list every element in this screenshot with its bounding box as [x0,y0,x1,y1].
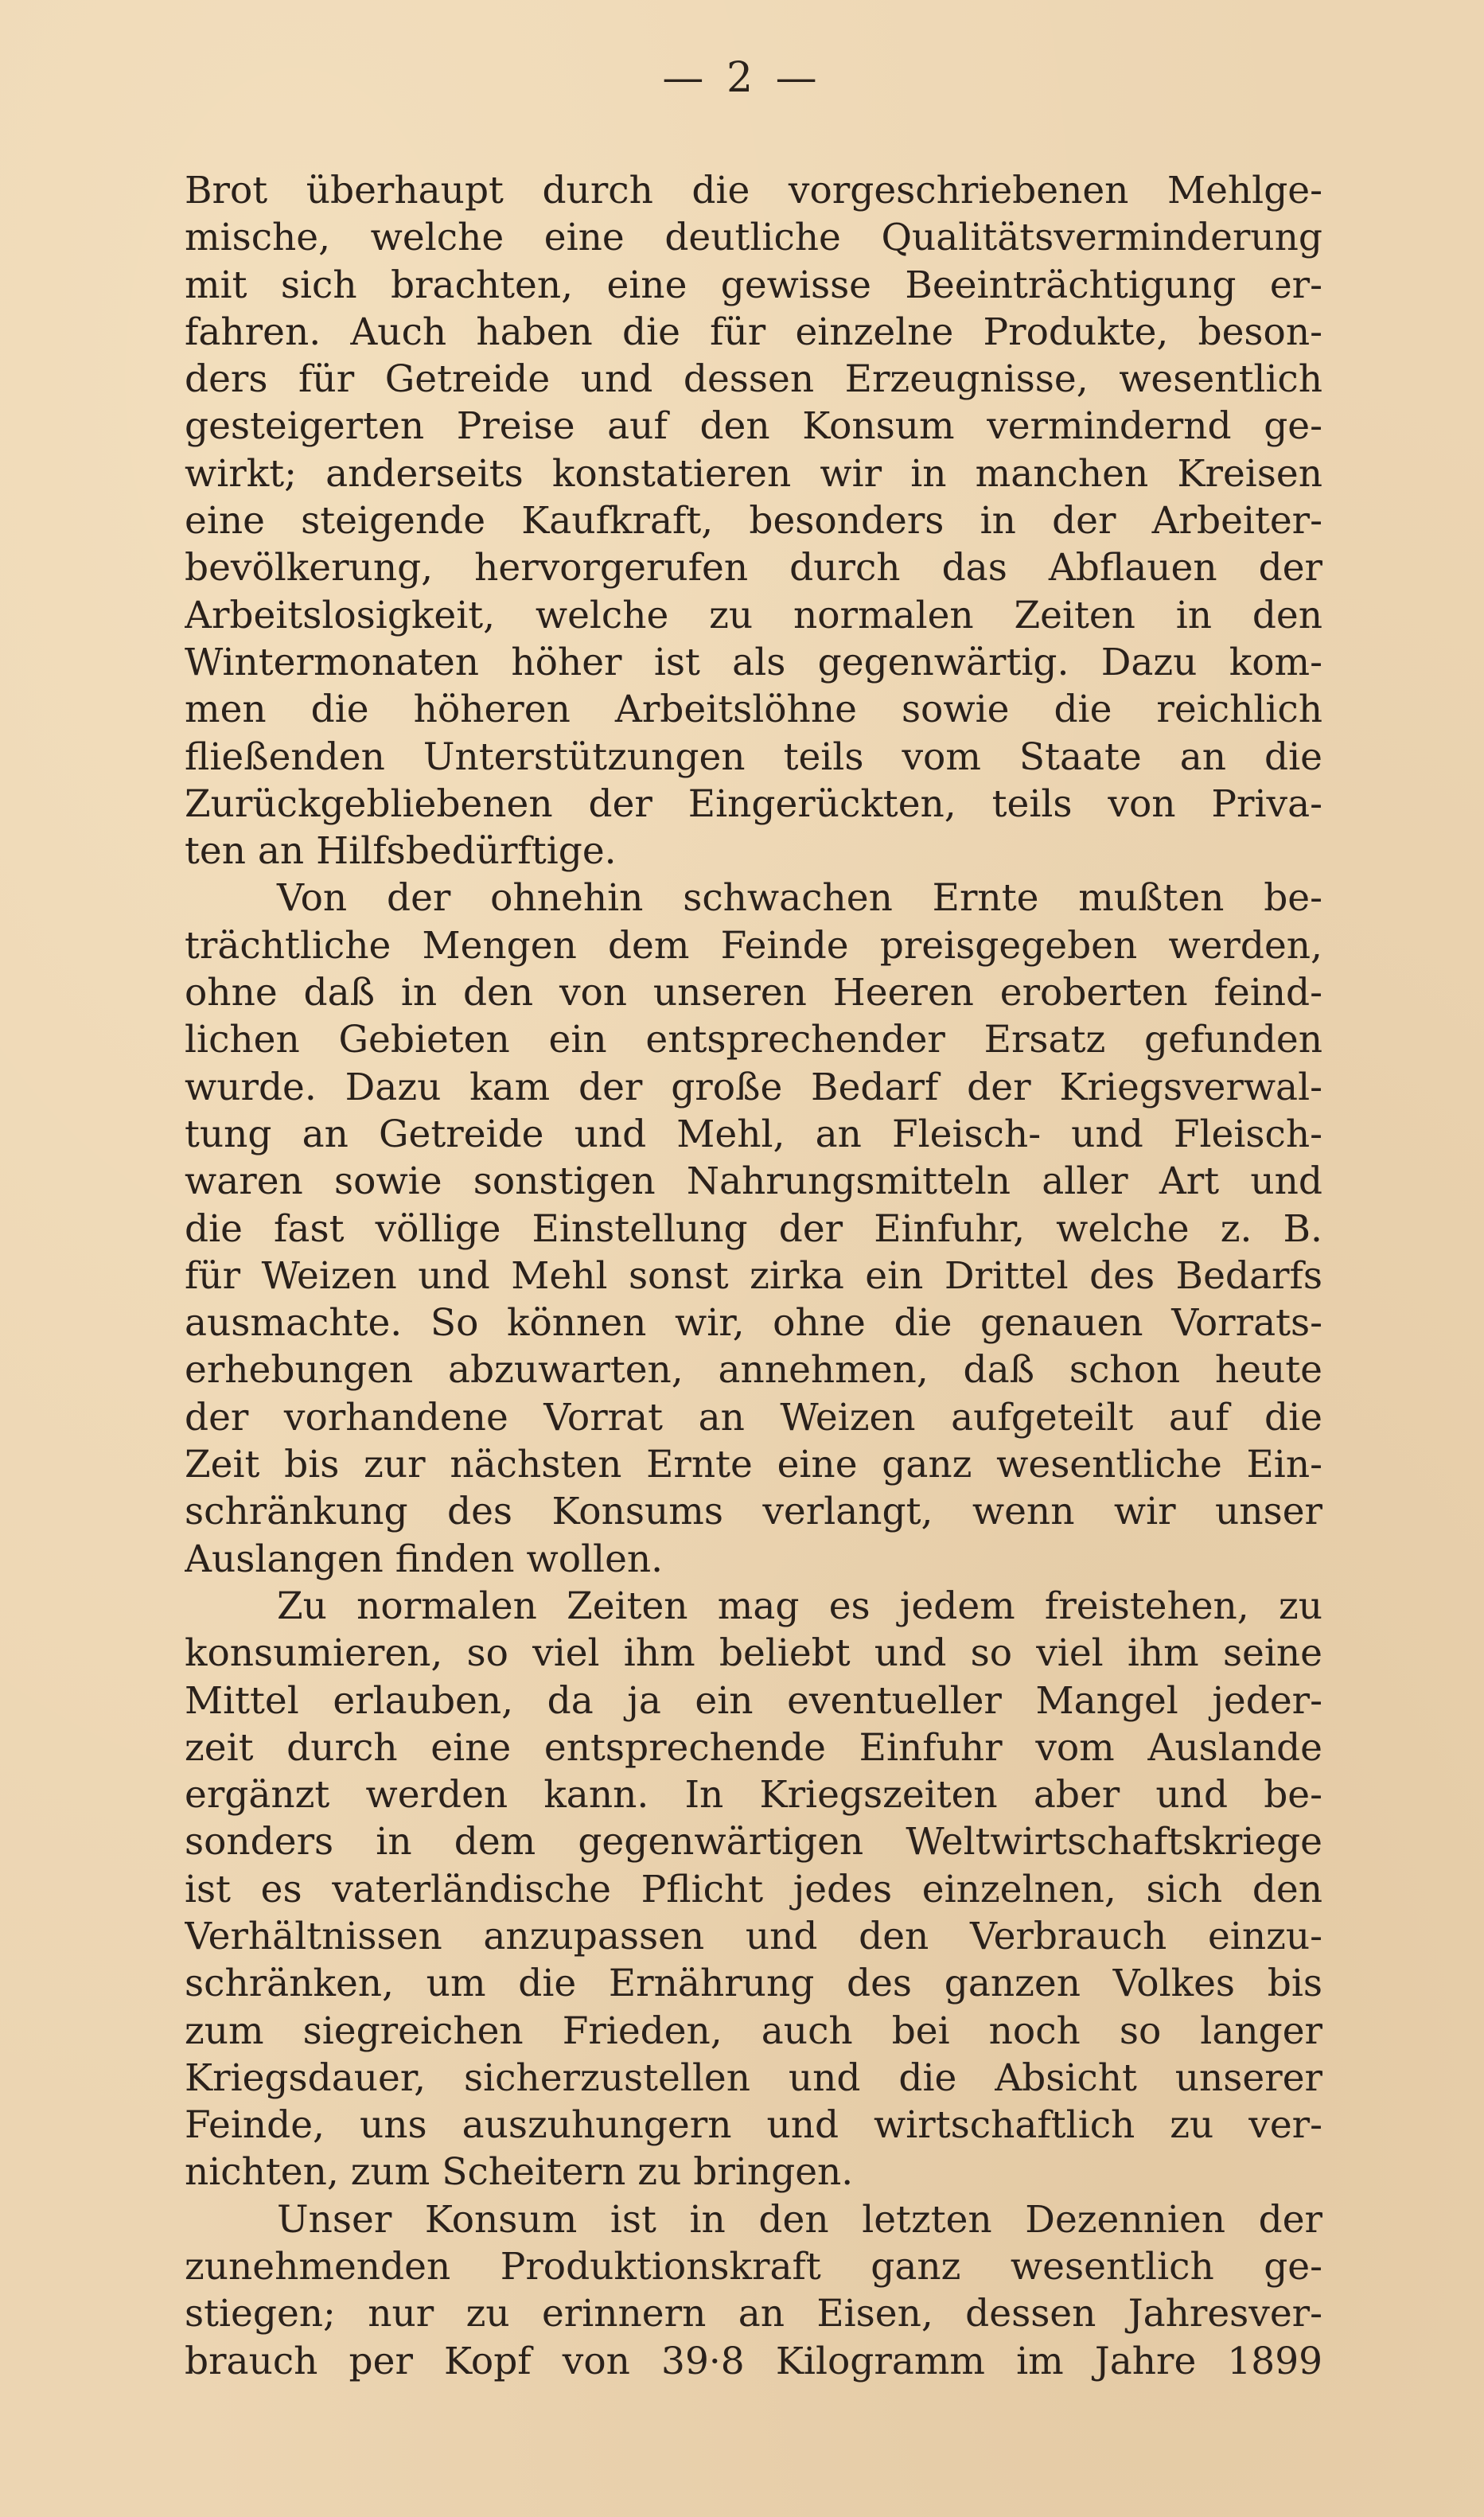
text-line: Zurückgebliebenen der Eingerückten, teils von Priva- [185,781,1322,826]
text-line: tung an Getreide und Mehl, an Fleisch- und Fleisch- [185,1112,1322,1156]
paragraph-start-line: Von der ohnehin schwachen Ernte mußten be- [277,876,1322,921]
text-line: mit sich brachten, eine gewisse Beeinträchtigung er- [185,263,1322,307]
body-text [185,167,1322,2385]
text-line: wurde. Dazu kam der große Bedarf der Kriegsverwal- [185,1065,1322,1109]
text-line: der vorhandene Vorrat an Weizen aufgeteilt auf die [185,1395,1322,1440]
text-line: ist es vaterländische Pflicht jedes einzelnen, sich den [185,1867,1322,1911]
text-line: erhebungen abzuwarten, annehmen, daß schon heute [185,1348,1322,1393]
text-line: Kriegsdauer, sicherzustellen und die Absicht unserer [185,2055,1322,2100]
text-line: brauch per Kopf von 39·8 Kilogramm im Jahre 1899 [185,2339,1322,2383]
text-line: zum siegreichen Frieden, auch bei noch so langer [185,2009,1322,2053]
paragraph-start-line: Zu normalen Zeiten mag es jedem freistehen, zu [277,1584,1322,1628]
text-line: sonders in dem gegenwärtigen Weltwirtschaftskriege [185,1820,1322,1864]
text-line: wirkt; anderseits konstatieren wir in manchen Kreisen [185,451,1322,496]
text-line: fließenden Unterstützungen teils vom Staate an die [185,734,1322,779]
text-line: Brot überhaupt durch die vorgeschriebenen Mehlge- [185,169,1322,212]
text-line: schränken, um die Ernährung des ganzen Volkes bis [185,1962,1322,2006]
text-line: eine steigende Kaufkraft, besonders in der Arbeiter- [185,499,1322,544]
text-line: Feinde, uns auszuhungern und wirtschaftlich zu ver- [185,2103,1322,2148]
text-line: men die höheren Arbeitslöhne sowie die reichlich [185,688,1322,732]
paragraph-end-line: nichten, zum Scheitern zu bringen. [185,2150,854,2195]
text-line: zunehmenden Produktionskraft ganz wesentlich ge- [185,2245,1322,2289]
text-line: ders für Getreide und dessen Erzeugnisse, wesentlich [185,357,1322,402]
text-line: trächtliche Mengen dem Feinde preisgegeben werden, [185,923,1322,968]
text-line: zeit durch eine entsprechende Einfuhr vom Auslande [185,1725,1322,1770]
text-line: Wintermonaten höher ist als gegenwärtig. Dazu kom- [185,640,1322,684]
text-line: schränkung des Konsums verlangt, wenn wir unser [185,1490,1322,1534]
text-line: Mittel erlauben, da ja ein eventueller Mangel jeder- [185,1678,1322,1723]
text-line: bevölkerung, hervorgerufen durch das Abflauen der [185,546,1322,590]
text-line: mische, welche eine deutliche Qualitätsverminderung [185,216,1322,260]
text-line: Zeit bis zur nächsten Ernte eine ganz wesentliche Ein- [185,1443,1322,1487]
paragraph-start-line: Unser Konsum ist in den letzten Dezennien der [277,2197,1322,2242]
text-line: konsumieren, so viel ihm beliebt und so viel ihm seine [185,1631,1322,1676]
text-line: waren sowie sonstigen Nahrungsmitteln aller Art und [185,1159,1322,1204]
page-number: — 2 — [662,54,822,102]
text-line: Arbeitslosigkeit, welche zu normalen Zeiten in den [185,593,1322,637]
paragraph-end-line: ten an Hilfsbedürftige. [185,829,617,874]
text-line: ergänzt werden kann. In Kriegszeiten aber und be- [185,1773,1322,1818]
text-line: gesteigerten Preise auf den Konsum vermindernd ge- [185,404,1322,449]
paragraph-end-line: Auslangen finden wollen. [185,1537,664,1581]
text-line: Verhältnissen anzupassen und den Verbrauch einzu- [185,1914,1322,1958]
text-line: stiegen; nur zu erinnern an Eisen, dessen Jahresver- [185,2292,1322,2336]
text-line: ausmachte. So können wir, ohne die genauen Vorrats- [185,1301,1322,1346]
text-line: lichen Gebieten ein entsprechender Ersatz gefunden [185,1018,1322,1062]
text-line: fahren. Auch haben die für einzelne Produkte, beson- [185,310,1322,354]
text-line: ohne daß in den von unseren Heeren eroberten feind- [185,971,1322,1015]
text-line: die fast völlige Einstellung der Einfuhr, welche z. B. [185,1206,1322,1251]
text-line: für Weizen und Mehl sonst zirka ein Drittel des Bedarfs [185,1253,1322,1298]
